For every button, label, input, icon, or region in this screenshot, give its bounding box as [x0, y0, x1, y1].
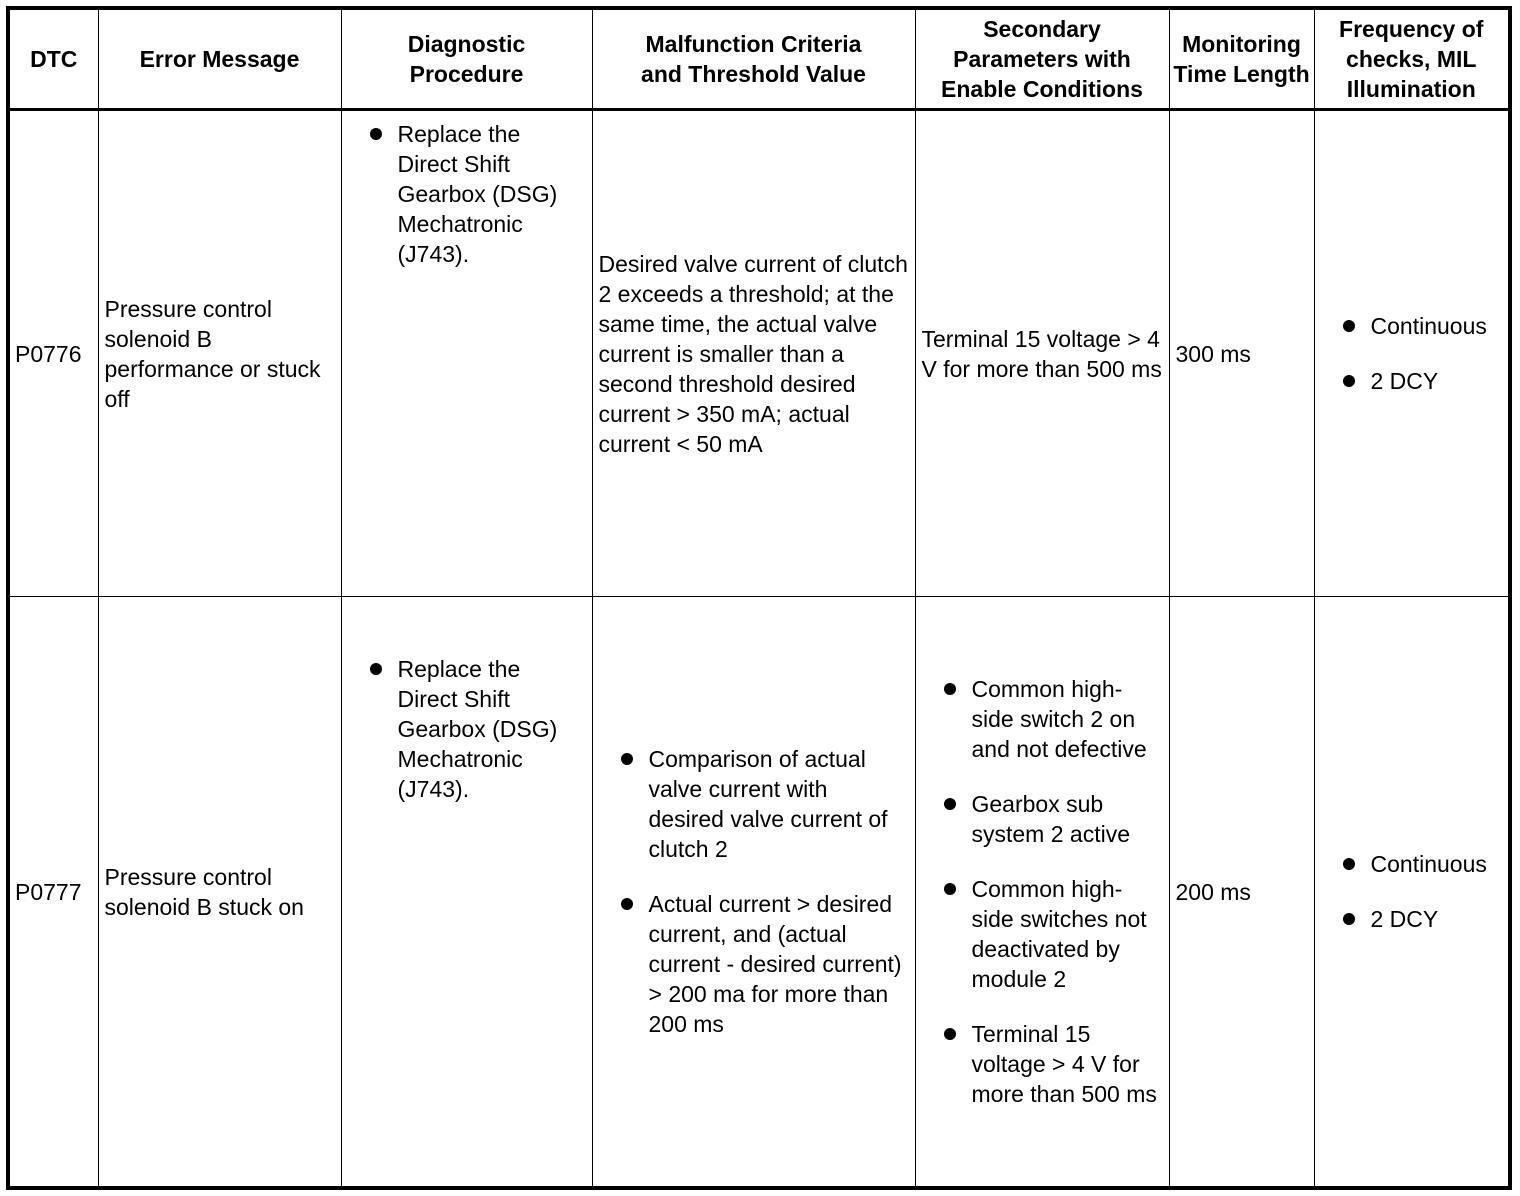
list-item: 2 DCY [1321, 904, 1503, 934]
list-item: Replace the Direct Shift Gearbox (DSG) Mechatronic (J743). [348, 654, 586, 804]
frequency [1314, 597, 1510, 1189]
malfunction-criteria: Desired valve current of clutch 2 exceeds a threshold; at the same time, the actual valve current is smaller than a second threshold desired current > 350 mA; actual current < 50 mA [592, 110, 915, 597]
header-monitoring-time: Monitoring Time Length [1169, 8, 1314, 110]
list-item: Terminal 15 voltage > 4 V for more than 500 ms [922, 1019, 1163, 1109]
frequency [1314, 110, 1510, 597]
header-diagnostic-procedure: Diagnostic Procedure [341, 8, 592, 110]
header-row [8, 8, 1510, 110]
list-item: Comparison of actual valve current with desired valve current of clutch 2 [599, 744, 909, 864]
header-error-message: Error Message [98, 8, 341, 110]
list-item: Actual current > desired current, and (actual current - desired current) > 200 ma for more than 200 ms [599, 889, 909, 1039]
malfunction-criteria [592, 597, 915, 1189]
table-row [8, 597, 1510, 1189]
diagnostic-procedure [341, 110, 592, 597]
dtc-table [6, 6, 1512, 1190]
error-message: Pressure control solenoid B performance or stuck off [98, 110, 341, 597]
monitoring-time: 200 ms [1169, 597, 1314, 1189]
list-item: Common high-side switches not deactivated by module 2 [922, 874, 1163, 994]
header-frequency: Frequency of checks, MIL Illumination [1314, 8, 1510, 110]
table-row [8, 110, 1510, 597]
secondary-parameters [915, 597, 1169, 1189]
header-malfunction-criteria: Malfunction Criteria and Threshold Value [592, 8, 915, 110]
header-secondary-parameters: Secondary Parameters with Enable Conditions [915, 8, 1169, 110]
list-item: Continuous [1321, 311, 1503, 341]
list-item: 2 DCY [1321, 366, 1503, 396]
dtc-code: P0776 [8, 110, 98, 597]
secondary-parameters: Terminal 15 voltage > 4 V for more than 500 ms [915, 110, 1169, 597]
monitoring-time: 300 ms [1169, 110, 1314, 597]
list-item: Gearbox sub system 2 active [922, 789, 1163, 849]
diagnostic-procedure [341, 597, 592, 1189]
list-item: Replace the Direct Shift Gearbox (DSG) Mechatronic (J743). [348, 119, 586, 269]
error-message: Pressure control solenoid B stuck on [98, 597, 341, 1189]
dtc-code: P0777 [8, 597, 98, 1189]
header-dtc: DTC [8, 8, 98, 110]
list-item: Common high-side switch 2 on and not defective [922, 674, 1163, 764]
list-item: Continuous [1321, 849, 1503, 879]
